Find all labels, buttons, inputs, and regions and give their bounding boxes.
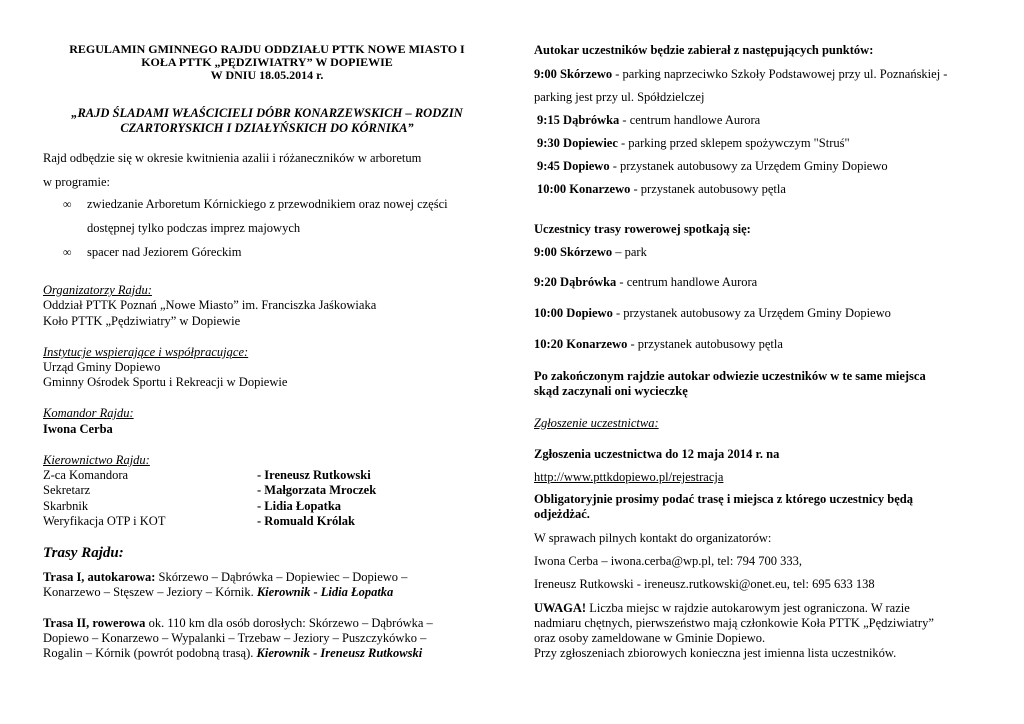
organizer-line-2: Koło PTTK „Pędziwiatry” w Dopiewie <box>43 314 241 328</box>
supporter-line-1: Urząd Gminy Dopiewo <box>43 360 161 374</box>
organizer-line-1: Oddział PTTK Poznań „Nowe Miasto” im. Franciszka Jaśkowiaka <box>43 298 377 312</box>
registration-deadline: Zgłoszenia uczestnictwa do 12 maja 2014 r. na <box>534 447 780 461</box>
bike-stop <box>534 245 647 260</box>
routes-heading: Trasy Rajdu: <box>43 545 124 561</box>
warning-line-1 <box>534 601 981 616</box>
bus-stop-desc: - parking przed sklepem spożywczym "Struś" <box>617 136 850 150</box>
bus-stop-time-place: 9:15 Dąbrówka <box>537 113 620 127</box>
bus-stop-desc: - parking naprzeciwko Szkoły Podstawowej przy ul. Poznańskiej - <box>612 67 948 81</box>
infinity-bullet-icon: ∞ <box>63 245 72 259</box>
bus-stop <box>534 67 947 82</box>
title-line-2: KOŁA PTTK „PĘDZIWIATRY” W DOPIEWIE <box>141 55 393 69</box>
supporter-line-2: Gminny Ośrodek Sportu i Rekreacji w Dopiewie <box>43 375 288 389</box>
route-1-line-1 <box>43 570 491 585</box>
route-2-label: Trasa II, rowerowa <box>43 616 146 630</box>
contact-intro: W sprawach pilnych kontakt do organizatorów: <box>534 531 772 545</box>
route-2-line-2: Dopiewo – Konarzewo – Wypalanki – Trzebaw – Jeziory – Puszczykówko – <box>43 631 427 645</box>
management-person: - Małgorzata Mroczek <box>257 483 377 497</box>
mandatory-line-2: odjeżdżać. <box>534 507 590 521</box>
management-role: Sekretarz <box>43 483 91 497</box>
bike-stop <box>534 275 757 290</box>
supporters-heading: Instytucje wspierające i współpracujące: <box>43 345 249 359</box>
bus-stop-desc: - przystanek autobusowy pętla <box>630 182 786 196</box>
management-role: Z-ca Komandora <box>43 468 129 482</box>
bike-stop-desc: - centrum handlowe Aurora <box>616 275 758 289</box>
bus-stop-time-place: 9:00 Skórzewo <box>534 67 613 81</box>
regulation-title <box>43 43 491 82</box>
route-1-text-1: Skórzewo – Dąbrówka – Dopiewiec – Dopiewo – <box>155 570 408 584</box>
bus-stop-time-place: 10:00 Konarzewo <box>537 182 631 196</box>
warning-text-1: Liczba miejsc w rajdzie autokarowym jest ograniczona. W razie <box>586 601 910 615</box>
program-item-1 <box>87 197 491 212</box>
return-line-2: skąd zaczynali oni wycieczkę <box>534 384 688 398</box>
route-2-text-1: ok. 110 km dla osób dorosłych: Skórzewo – Dąbrówka – <box>145 616 433 630</box>
route-2-text-3: Rogalin – Kórnik (powrót podobną trasą). <box>43 646 257 660</box>
bus-stop-desc-line-2: parking jest przy ul. Spółdzielczej <box>534 90 705 104</box>
commander-name: Iwona Cerba <box>43 422 113 436</box>
mandatory-line-1: Obligatoryjnie prosimy podać trasę i miejsca z którego uczestnicy będą <box>534 492 914 506</box>
warning-label: UWAGA! <box>534 601 587 615</box>
bike-stop <box>534 306 891 321</box>
title-line-3: W DNIU 18.05.2014 r. <box>210 68 324 82</box>
program-item-2: spacer nad Jeziorem Góreckim <box>87 245 242 259</box>
bike-stop-desc: - przystanek autobusowy pętla <box>627 337 783 351</box>
bike-heading: Uczestnicy trasy rowerowej spotkają się: <box>534 222 751 236</box>
bus-stop <box>537 182 786 197</box>
program-item-1-line-2: dostępnej tylko podczas imprez majowych <box>87 221 301 235</box>
return-line-1: Po zakończonym rajdzie autokar odwiezie uczestników w te same miejsca <box>534 369 926 383</box>
bike-stop-desc: – park <box>612 245 647 259</box>
bus-heading-text: Autokar uczestników będzie zabierał z następujących punktów: <box>534 43 874 57</box>
bike-stop-time-place: 9:00 Skórzewo <box>534 245 613 259</box>
bus-heading <box>534 43 873 58</box>
route-2-leader: Kierownik - Ireneusz Rutkowski <box>256 646 423 660</box>
bus-stop-desc: - centrum handlowe Aurora <box>619 113 761 127</box>
route-1-label: Trasa I, autokarowa: <box>43 570 156 584</box>
bus-stop-time-place: 9:45 Dopiewo <box>537 159 610 173</box>
route-1-text-2: Konarzewo – Stęszew – Jeziory – Kórnik. <box>43 585 257 599</box>
intro-text: Rajd odbędzie się w okresie kwitnienia azalii i różaneczników w arboretum <box>43 151 422 165</box>
route-1-line-2 <box>43 585 393 600</box>
bus-stop <box>537 113 760 128</box>
management-person: - Ireneusz Rutkowski <box>257 468 371 482</box>
route-2-line-1 <box>43 616 491 631</box>
program-label: w programie: <box>43 175 110 189</box>
commander-heading: Komandor Rajdu: <box>43 406 134 420</box>
management-person: - Romuald Królak <box>257 514 355 528</box>
registration-heading: Zgłoszenie uczestnictwa: <box>534 416 659 430</box>
contact-line: Iwona Cerba – iwona.cerba@wp.pl, tel: 794 700 333, <box>534 554 803 568</box>
bus-stop-time-place: 9:30 Dopiewiec <box>537 136 618 150</box>
bike-stop-time-place: 10:20 Konarzewo <box>534 337 628 351</box>
warning-line-3: oraz osoby zameldowane w Gminie Dopiewo. <box>534 631 766 645</box>
management-heading: Kierownictwo Rajdu: <box>43 453 150 467</box>
bus-stop <box>537 159 888 174</box>
bike-stop-time-place: 9:20 Dąbrówka <box>534 275 617 289</box>
bus-stop-desc: - przystanek autobusowy za Urzędem Gminy Dopiewo <box>609 159 888 173</box>
infinity-bullet-icon: ∞ <box>63 197 72 211</box>
management-role: Weryfikacja OTP i KOT <box>43 514 166 528</box>
warning-line-2: nadmiaru chętnych, pierwszeństwo mają członkowie Koła PTTK „Pędziwiatry” <box>534 616 934 630</box>
bike-stop <box>534 337 783 352</box>
route-1-leader: Kierownik - Lidia Łopatka <box>256 585 394 599</box>
title-line-1: REGULAMIN GMINNEGO RAJDU ODDZIAŁU PTTK NOWE MIASTO I <box>69 42 465 56</box>
warning-line-4: Przy zgłoszeniach zbiorowych konieczna jest imienna lista uczestników. <box>534 646 897 660</box>
bus-stop <box>537 136 850 151</box>
route-2-line-3 <box>43 646 422 661</box>
subtitle-line-1: „RAJD ŚLADAMI WŁAŚCICIELI DÓBR KONARZEWSKICH – RODZIN <box>71 106 463 120</box>
management-person: - Lidia Łopatka <box>257 499 342 513</box>
subtitle-line-2: CZARTORYSKICH I DZIAŁYŃSKICH DO KÓRNIKA” <box>120 121 414 135</box>
management-role: Skarbnik <box>43 499 89 513</box>
registration-link[interactable]: http://www.pttkdopiewo.pl/rejestracja <box>534 470 724 484</box>
organizers-heading: Organizatorzy Rajdu: <box>43 283 152 297</box>
rally-subtitle <box>43 106 491 136</box>
bike-stop-time-place: 10:00 Dopiewo <box>534 306 613 320</box>
bike-stop-desc: - przystanek autobusowy za Urzędem Gminy Dopiewo <box>612 306 891 320</box>
contact-line: Ireneusz Rutkowski - ireneusz.rutkowski@onet.eu, tel: 695 633 138 <box>534 577 875 591</box>
program-item-1-line-1: zwiedzanie Arboretum Kórnickiego z przewodnikiem oraz nowej części <box>87 197 448 211</box>
